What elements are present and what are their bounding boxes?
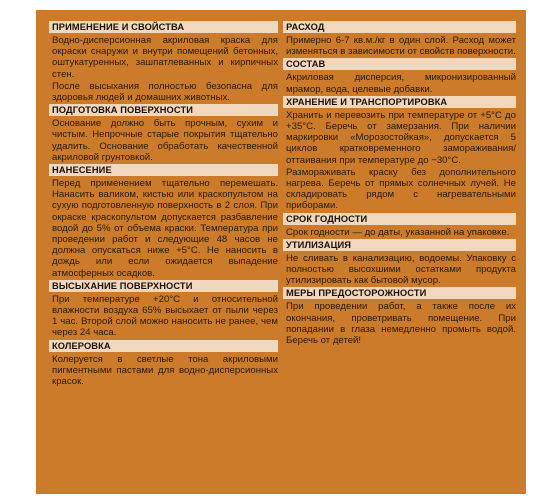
label-panel — [36, 10, 526, 494]
section-text: Размораживать краску без дополнительного нагрева. Беречь от прямых солнечных лучей. Не складировать рядом с нагревательными приборами. — [286, 166, 516, 212]
section-text: При проведении работ, а также после их окончания, проветривать помещение. При попадании в глаза немедленно промыть водой. Беречь от детей! — [286, 301, 516, 347]
section-heading: СОСТАВ — [283, 58, 516, 70]
section-text: Хранить и перевозить при температуре от +5°С до +35°С. Беречь от замерзания. При наличии маркировки «Морозостойкая», допускается 5 циклов кратковременного замораживания/оттаивания при температуре до −30°С. — [286, 109, 516, 166]
section-text: Срок годности — до даты, указанной на упаковке. — [286, 226, 510, 238]
section-heading: ХРАНЕНИЕ И ТРАНСПОРТИРОВКА — [283, 96, 516, 108]
section-applying — [52, 164, 278, 279]
section-heading: СРОК ГОДНОСТИ — [283, 213, 516, 225]
section-heading: МЕРЫ ПРЕДОСТОРОЖНОСТИ — [283, 287, 516, 299]
section-preparation — [52, 104, 278, 163]
section-heading: УТИЛИЗАЦИЯ — [283, 239, 516, 251]
section-text: При температуре +20°С и относительной влажности воздуха 65% высыхает от пыли через 1 час. Второй слой можно наносить не ранее, чем через 24 часа. — [52, 293, 278, 339]
section-heading: РАСХОД — [283, 21, 516, 33]
section-text: Примерно 6-7 кв.м./кг в один слой. Расход может изменяться в зависимости от свойств поверхности. — [286, 35, 516, 58]
section-shelf-life — [286, 213, 516, 238]
section-heading: ПОДГОТОВКА ПОВЕРХНОСТИ — [49, 104, 278, 116]
section-drying — [52, 280, 278, 339]
section-disposal — [286, 239, 516, 287]
section-application — [52, 21, 278, 103]
section-text: После высыхания полностью безопасна для здоровья людей и домашних животных. — [52, 80, 278, 104]
section-consumption — [286, 21, 516, 57]
section-text: Акриловая дисперсия, микронизированный мрамор, вода, целевые добавки. — [286, 72, 516, 95]
section-heading: ВЫСЫХАНИЕ ПОВЕРХНОСТИ — [49, 280, 278, 292]
section-heading: НАНЕСЕНИЕ — [49, 164, 278, 176]
section-text: Перед применением тщательно перемешать. Нанасить валиком, кистью или краскопультом на сухую подготовленную поверхность в 2 слоя. При окраске краскопультом допускается разбавление водой до 5% от объема краски. Температура при проведении работ и следующие 48 часов не должна опускаться ниже +5°С. Не наносить в дождь или если ожидается выпадение атмосферных осадков. — [52, 178, 278, 279]
section-text: Основание должно быть прочным, сухим и чистым. Непрочные старые покрытия тщательно удалить. Основание обработать качественной акриловой грунтовкой. — [52, 118, 278, 163]
left-column — [52, 20, 278, 388]
section-text: Колеруется в светлые тона акриловыми пигментными пастами для водно-дисперсионных красок. — [52, 353, 278, 388]
section-heading: ПРИМЕНЕНИЕ И СВОЙСТВА — [49, 21, 278, 33]
section-tinting — [52, 340, 278, 388]
section-heading: КОЛЕРОВКА — [49, 340, 278, 352]
section-text: Не сливать в канализацию, водоемы. Упаковку с полностью высохшими остатками продукта утилизировать как бытовой мусор. — [286, 252, 516, 287]
section-storage — [286, 96, 516, 212]
right-column — [286, 20, 516, 347]
section-precautions — [286, 287, 516, 346]
section-text: Водно-дисперсионная акриловая краска для окраски снаружи и внутри помещений бетонных, оштукатуренных, зашпатлеванных и кирпичных стен. — [52, 35, 278, 80]
section-composition — [286, 58, 516, 94]
